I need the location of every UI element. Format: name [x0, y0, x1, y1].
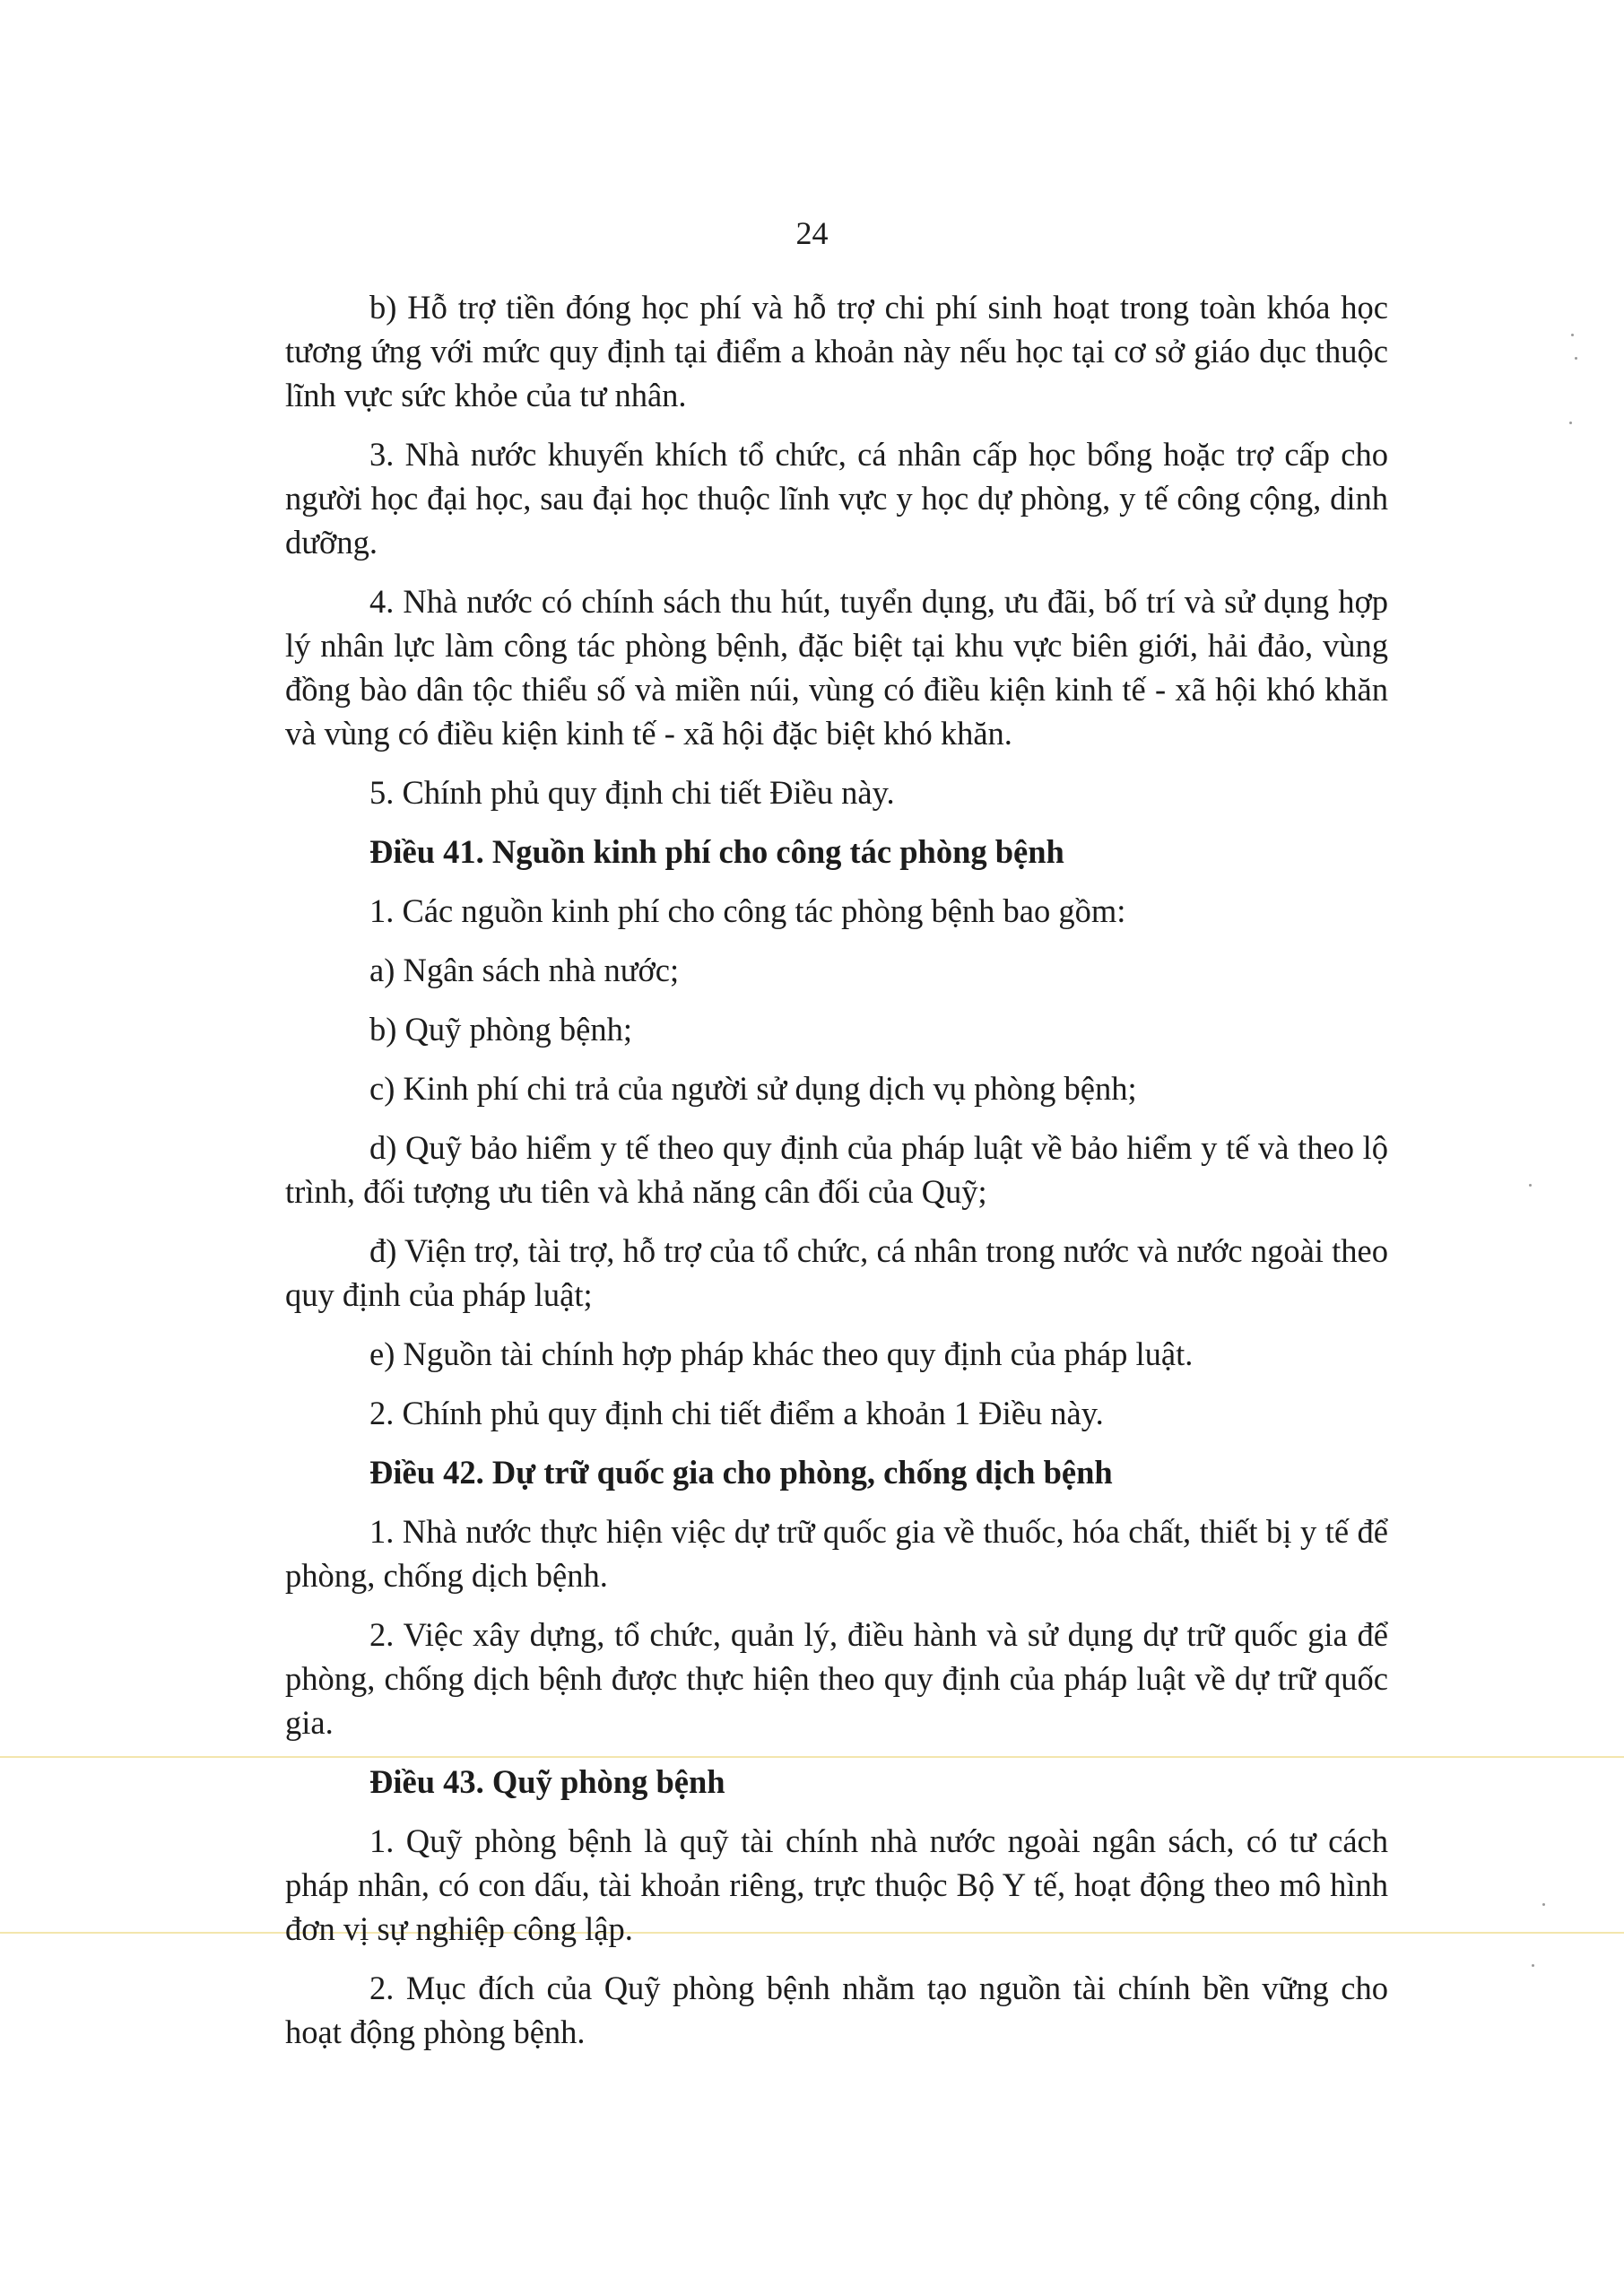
paragraph-item-a: a) Ngân sách nhà nước; — [369, 952, 680, 988]
paragraph-clause-3: 3. Nhà nước khuyến khích tổ chức, cá nhân cấp học bổng hoặc trợ cấp cho người học đại học, sau đại học thuộc lĩnh vực y học dự phòng, y tế công cộng, dinh dưỡng. — [285, 436, 1388, 561]
article-42-heading: Điều 42. Dự trữ quốc gia cho phòng, chống dịch bệnh — [369, 1454, 1113, 1491]
page-number: 24 — [795, 215, 829, 251]
scan-speck — [1571, 334, 1574, 336]
paragraph-clause-4: 4. Nhà nước có chính sách thu hút, tuyển dụng, ưu đãi, bố trí và sử dụng hợp lý nhân lực làm công tác phòng bệnh, đặc biệt tại khu vực biên giới, hải đảo, vùng đồng bào dân tộc thiểu số và miền núi, vùng có điều kiện kinh tế - xã hội khó khăn và vùng có điều kiện kinh tế - xã hội đặc biệt khó khăn. — [285, 583, 1388, 752]
scan-speck — [1569, 422, 1572, 424]
paragraph-clause-2: 2. Chính phủ quy định chi tiết điểm a khoản 1 Điều này. — [369, 1395, 1104, 1431]
scan-speck — [1529, 1184, 1532, 1187]
paragraph-item-d: d) Quỹ bảo hiểm y tế theo quy định của pháp luật về bảo hiểm y tế và theo lộ trình, đối tượng ưu tiên và khả năng cân đối của Quỹ; — [285, 1129, 1388, 1210]
document-body — [285, 285, 1388, 2069]
paragraph-item-e: e) Nguồn tài chính hợp pháp khác theo quy định của pháp luật. — [369, 1335, 1194, 1372]
paragraph-item-b: b) Quỹ phòng bệnh; — [369, 1011, 632, 1048]
paragraph-item-c: c) Kinh phí chi trả của người sử dụng dịch vụ phòng bệnh; — [369, 1070, 1137, 1107]
paragraph-clause-1: 1. Quỹ phòng bệnh là quỹ tài chính nhà nước ngoài ngân sách, có tư cách pháp nhân, có con dấu, tài khoản riêng, trực thuộc Bộ Y tế, hoạt động theo mô hình đơn vị sự nghiệp công lập. — [285, 1822, 1388, 1947]
paragraph-item-dd: đ) Viện trợ, tài trợ, hỗ trợ của tổ chức, cá nhân trong nước và nước ngoài theo quy định của pháp luật; — [285, 1232, 1388, 1313]
scan-speck — [1575, 357, 1577, 360]
scan-speck — [1542, 1903, 1545, 1906]
article-43-heading: Điều 43. Quỹ phòng bệnh — [369, 1763, 725, 1800]
article-41-heading: Điều 41. Nguồn kinh phí cho công tác phòng bệnh — [369, 833, 1064, 870]
paragraph-clause-1: 1. Nhà nước thực hiện việc dự trữ quốc gia về thuốc, hóa chất, thiết bị y tế để phòng, chống dịch bệnh. — [285, 1513, 1388, 1594]
paragraph-clause-2: 2. Việc xây dựng, tổ chức, quản lý, điều hành và sử dụng dự trữ quốc gia để phòng, chống dịch bệnh được thực hiện theo quy định của pháp luật về dự trữ quốc gia. — [285, 1616, 1388, 1741]
paragraph-clause-2: 2. Mục đích của Quỹ phòng bệnh nhằm tạo nguồn tài chính bền vững cho hoạt động phòng bệnh. — [285, 1970, 1388, 2050]
paragraph-clause-5: 5. Chính phủ quy định chi tiết Điều này. — [369, 774, 895, 811]
paragraph-item-b: b) Hỗ trợ tiền đóng học phí và hỗ trợ chi phí sinh hoạt trong toàn khóa học tương ứng với mức quy định tại điểm a khoản này nếu học tại cơ sở giáo dục thuộc lĩnh vực sức khỏe của tư nhân. — [285, 289, 1388, 413]
scan-speck — [1532, 1964, 1534, 1967]
paragraph-clause-1: 1. Các nguồn kinh phí cho công tác phòng bệnh bao gồm: — [369, 892, 1126, 929]
